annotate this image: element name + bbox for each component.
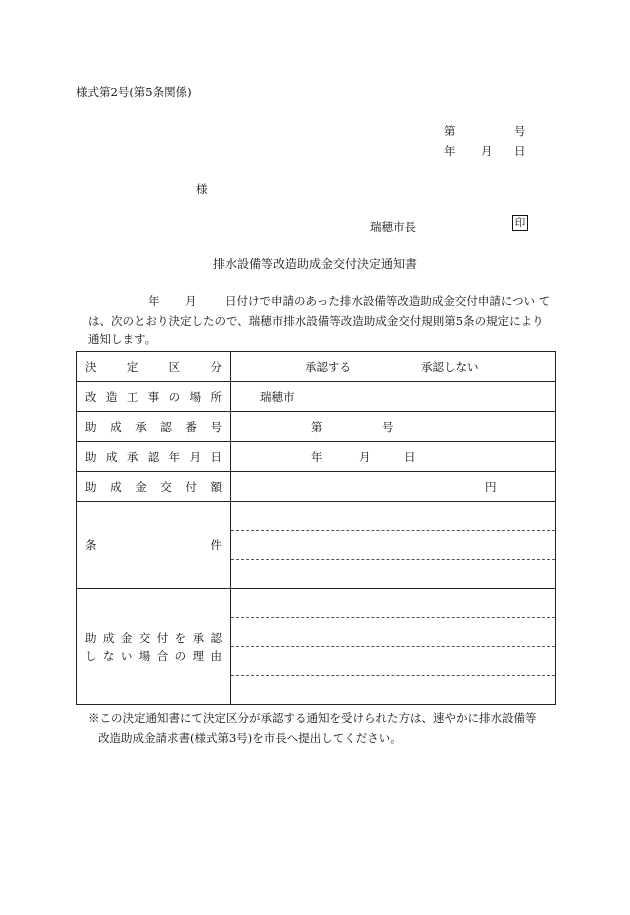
reason-line-4[interactable]	[231, 676, 555, 704]
approval-date-day: 日	[404, 450, 416, 464]
approval-number-suffix: 号	[382, 420, 394, 434]
approval-date-year: 年	[311, 450, 323, 464]
approval-number-label: 助成承認番号	[85, 419, 222, 434]
approval-date-label-cell	[77, 442, 231, 472]
body-text-line-1: 日付けで申請のあった排水設備等改造助成金交付申請につい て	[225, 294, 551, 308]
approval-date-value-cell[interactable]	[231, 442, 556, 472]
form-number: 様式第2号(第5条関係)	[76, 85, 192, 99]
reason-line-2[interactable]	[231, 618, 555, 647]
amount-label: 助成金交付額	[85, 479, 222, 494]
reason-line-3[interactable]	[231, 647, 555, 676]
site-label-cell	[77, 382, 231, 412]
body-text-line-2: は、次のとおり決定したので、瑞穂市排水設備等改造助成金交付規則第5条の規定により	[88, 314, 544, 328]
conditions-label-right: 件	[210, 538, 222, 552]
issue-date-day: 日	[514, 144, 526, 158]
reason-row	[77, 589, 556, 705]
approval-date-row	[77, 442, 556, 472]
conditions-label-left: 条	[85, 538, 97, 552]
decision-value-cell	[231, 352, 556, 382]
document-number-suffix: 号	[514, 124, 526, 138]
addressee-honorific: 様	[196, 182, 208, 196]
issuer-name: 瑞穂市長	[370, 220, 416, 234]
document-number-prefix: 第	[444, 124, 456, 138]
body-date-year: 年	[148, 294, 160, 308]
issue-date-month: 月	[481, 144, 493, 158]
reason-label-line-1: 助成金交付を承認	[85, 630, 222, 645]
decision-label-cell	[77, 352, 231, 382]
amount-unit: 円	[485, 480, 497, 494]
reason-label-line-2: しない場合の理由	[85, 648, 222, 663]
decision-row	[77, 352, 556, 382]
site-row	[77, 382, 556, 412]
note-line-2: 改造助成金請求書(様式第3号)を市長へ提出してください。	[98, 731, 402, 745]
decision-table	[76, 351, 556, 705]
reject-option[interactable]: 承認しない	[421, 360, 479, 374]
conditions-row	[77, 502, 556, 589]
conditions-line-3[interactable]	[231, 560, 555, 588]
approve-option[interactable]: 承認する	[305, 360, 351, 374]
issue-date-year: 年	[444, 144, 456, 158]
body-text-line-3: 通知します。	[88, 332, 157, 346]
note-line-1: ※この決定通知書にて決定区分が承認する通知を受けられた方は、速やかに排水設備等	[88, 711, 537, 725]
reason-label-cell	[77, 589, 231, 705]
approval-number-label-cell	[77, 412, 231, 442]
site-label: 改造工事の場所	[85, 389, 222, 404]
amount-value-cell[interactable]	[231, 472, 556, 502]
site-value: 瑞穂市	[260, 390, 295, 404]
reason-value-cell[interactable]	[231, 589, 556, 705]
conditions-label-cell	[77, 502, 231, 589]
conditions-line-1[interactable]	[231, 502, 555, 531]
conditions-value-cell[interactable]	[231, 502, 556, 589]
document-title: 排水設備等改造助成金交付決定通知書	[212, 257, 417, 271]
body-date-month: 月	[185, 294, 197, 308]
approval-number-row	[77, 412, 556, 442]
approval-number-prefix: 第	[311, 420, 323, 434]
conditions-line-2[interactable]	[231, 531, 555, 560]
reason-line-1[interactable]	[231, 589, 555, 618]
approval-date-month: 月	[359, 450, 371, 464]
amount-row	[77, 472, 556, 502]
site-value-cell[interactable]	[231, 382, 556, 412]
approval-date-label: 助成承認年月日	[85, 449, 222, 464]
approval-number-value-cell[interactable]	[231, 412, 556, 442]
amount-label-cell	[77, 472, 231, 502]
decision-label: 決定区分	[85, 359, 222, 374]
seal-stamp: 印	[512, 215, 528, 231]
